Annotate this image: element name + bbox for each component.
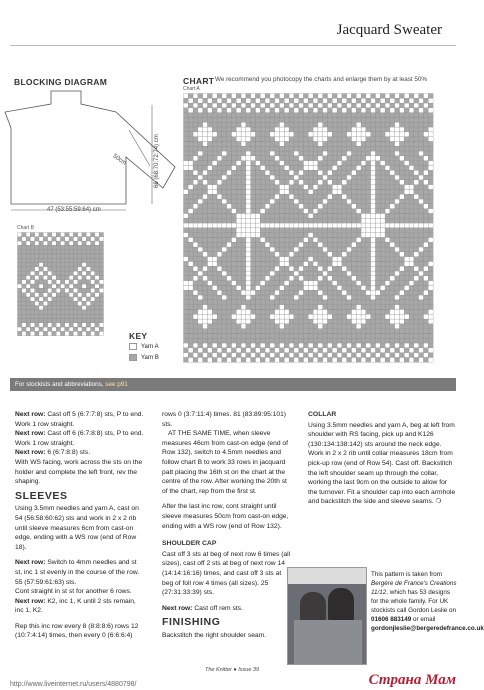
end-mark-icon: ❍: [435, 498, 442, 506]
instruction-paragraph: [15, 448, 145, 458]
stockists-text: For stockists and abbreviations,: [15, 381, 106, 388]
instruction-paragraph: rows 0 (3:7:11:4) times. 81 (83:89:95:101) sts.: [162, 411, 287, 428]
sleeve-dimension: 50cm: [111, 153, 128, 167]
instruction-paragraph: Rep this inc row every 8 (8:8:8:6) rows 12 (10:7:4:14) times, then every 0 (6:6:6:4): [15, 622, 139, 640]
blocking-diagram-heading: BLOCKING DIAGRAM: [14, 77, 108, 87]
height-dimension: 66 (68:70:72:74) cm: [154, 134, 160, 188]
yarn-b-swatch: [129, 354, 137, 361]
blocking-diagram: [5, 88, 175, 218]
instruction-paragraph: Using 3.5mm needles and yarn A, beg at left from shoulder with RS facing, pick up and K126 (130:134:138:142) sts around the neck edge.: [308, 421, 455, 448]
title-divider: [10, 45, 456, 46]
chart-a-label: Chart A: [183, 86, 200, 92]
instruction-paragraph: Cast off 3 sts at beg of next row 6 times (all sizes), cast off 2 sts at beg of next row 14 (14:14:16:16) times, and cast off 3 sts at beg of foll row 4 times (all sizes). 25 (27:31:33:39) sts.: [162, 550, 291, 597]
column-1: [15, 410, 145, 641]
magazine-cover-image: [287, 567, 367, 665]
promo-text-2: , which has 53 designs for the whole family. For UK stockists call Gordon Leslie on: [371, 589, 457, 614]
stockists-link[interactable]: see p91: [105, 381, 128, 388]
yarn-a-label: Yarn A: [141, 344, 159, 351]
instruction-paragraph: AT THE SAME TIME, when sleeve measures 46cm from cast-on edge (end of Row 132), switch to 4.5mm needles and follow chart B to work 33 rows in jacquard patt placing the 16th st on the chart at the centre of the row. After working the 20th st of the chart, rep from the first st.: [162, 430, 289, 495]
row-label: Next row:: [15, 449, 48, 457]
page-title: Jacquard Sweater: [336, 22, 442, 38]
key-yarn-b: [129, 354, 159, 361]
row-text: K2, inc 1, K until 2 sts remain, inc 1, K2.: [15, 597, 136, 615]
promo-text-3: or email: [411, 616, 436, 623]
source-url[interactable]: http://www.liveinternet.ru/users/4880798/: [10, 681, 137, 688]
key-yarn-a: [129, 343, 159, 350]
instruction-paragraph: [15, 410, 145, 429]
watermark-logo: Страна Мам: [368, 672, 456, 688]
instruction-paragraph: [15, 429, 145, 448]
instruction-text: Work in 2 x 2 rib until collar measures 18cm from pick-up row (end of Row 54). Cast off. Backstitch the left shoulder seam up through the collar, working the last 9cm on the outside to allow for the turnover. Fit a shoulder cap into each armhole and backstitch the side and sleeve seams.: [308, 450, 456, 506]
promo-email[interactable]: gordonjleslie@bergeredefrance.co.uk: [371, 625, 484, 632]
chart-b-grid: [17, 232, 104, 341]
column-3: [308, 410, 458, 507]
row-label: Next row:: [15, 430, 48, 438]
footer-page-icon: ●: [233, 667, 237, 673]
width-dimension: 47 (53:55:59:64) cm: [47, 207, 101, 213]
row-label: Next row:: [15, 597, 48, 605]
instruction-paragraph: [15, 597, 145, 616]
instruction-paragraph: Using 3.5mm needles and yarn A, cast on 54 (56:58:60:62) sts and work in 2 x 2 rib until sleeve measures 6cm from cast-on edge, ending with a WS row (end of Row 18).: [15, 505, 139, 551]
chart-b-label: Chart B: [17, 225, 34, 231]
footer-issue: Issue 39: [238, 667, 260, 673]
chart-a-grid: [183, 93, 434, 368]
chart-note: We recommend you photocopy the charts and enlarge them by at least 50%: [215, 76, 428, 83]
key-heading: KEY: [129, 331, 148, 341]
shoulder-cap-heading: SHOULDER CAP: [162, 540, 217, 548]
row-label: Next row:: [162, 604, 195, 612]
row-label: Next row:: [15, 559, 48, 567]
promo-phone: 01606 883149: [371, 616, 412, 623]
sleeves-heading: SLEEVES: [15, 489, 68, 502]
finishing-heading: FINISHING: [162, 616, 221, 629]
row-label: Next row:: [15, 411, 48, 418]
row-text: 6 (6:7:8:8) sts.: [47, 449, 91, 457]
instruction-paragraph: [15, 558, 145, 587]
row-text: Cast off rem sts.: [194, 604, 243, 612]
row-text: Switch to 4mm needles and st st, inc 1 st evenly in the course of the row. 55 (57:59:61:63) sts.: [15, 559, 140, 586]
footer-magazine: The Knitter: [204, 667, 232, 673]
chart-heading: CHART: [183, 76, 215, 86]
magazine-promo: [287, 567, 484, 667]
row-text: Cast off 5 (6:7:7:8) sts, P to end. Work 1 row straight.: [15, 411, 144, 428]
yarn-a-swatch: [129, 343, 137, 350]
column-2: [162, 410, 292, 640]
instruction-paragraph: After the last inc row, cont straight until sleeve measures 50cm from cast-on edge, ending with a WS row (end of Row 132).: [162, 503, 289, 530]
instruction-paragraph: [308, 449, 458, 507]
instruction-paragraph: [162, 604, 292, 614]
row-text: Cast off 6 (6:7:8:8) sts, P to end. Work 1 row straight.: [15, 430, 144, 447]
promo-text-1: This pattern is taken from: [371, 571, 443, 578]
yarn-b-label: Yarn B: [141, 355, 159, 362]
stockists-bar: [10, 378, 456, 391]
instruction-paragraph: Backstitch the right shoulder seam.: [162, 631, 267, 639]
collar-heading: COLLAR: [308, 411, 337, 418]
promo-book-title: Bergère de France's Creations 11/12: [371, 580, 457, 596]
instruction-paragraph: Cont straight in st st for another 6 rows.: [15, 588, 132, 596]
instruction-paragraph: With WS facing, work across the sts on the holder and complete the left front, rev the shaping.: [15, 458, 143, 486]
promo-text: [371, 570, 484, 633]
